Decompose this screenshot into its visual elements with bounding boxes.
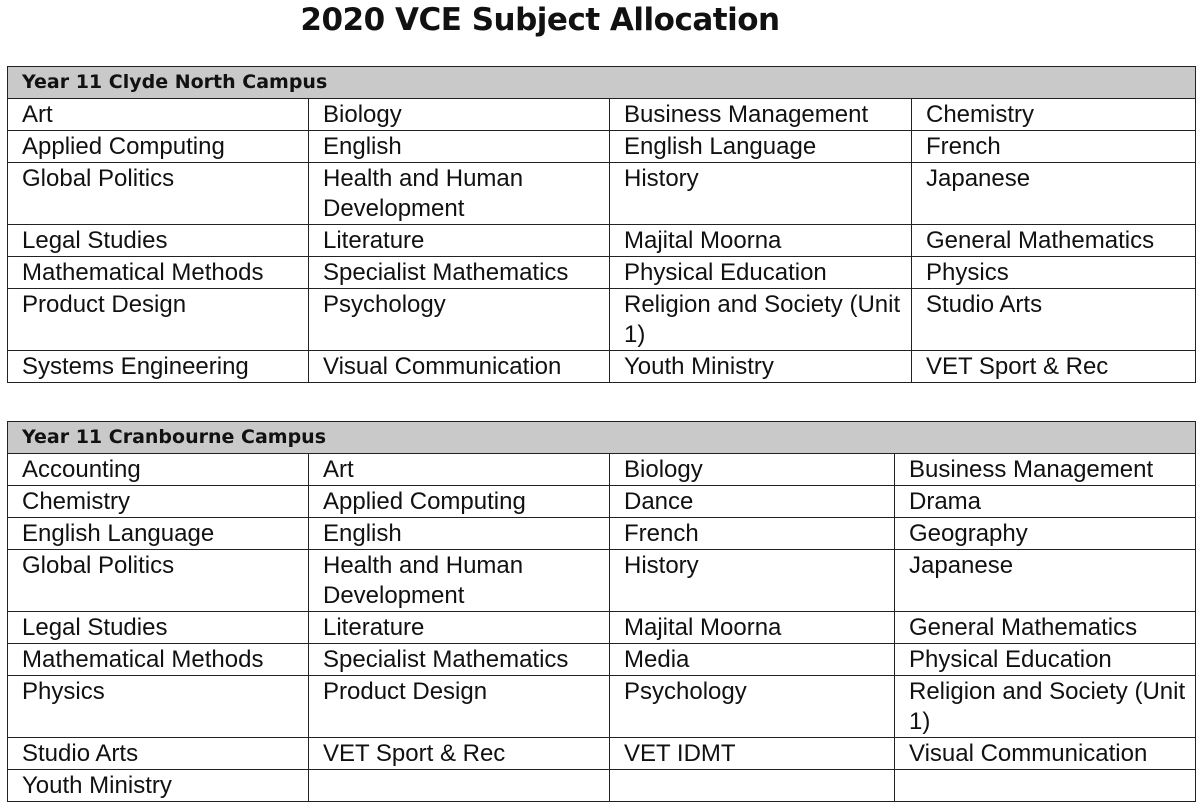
subject-cell: Mathematical Methods [8, 257, 309, 289]
subject-cell: Psychology [309, 289, 610, 351]
subject-cell: English Language [610, 131, 912, 163]
subject-cell: Business Management [895, 454, 1196, 486]
campus-heading: Year 11 Cranbourne Campus [8, 422, 1196, 454]
subject-cell: Physics [912, 257, 1196, 289]
subject-cell: Chemistry [8, 486, 309, 518]
subject-cell [610, 770, 895, 802]
subject-cell: VET IDMT [610, 738, 895, 770]
subject-cell: Physics [8, 676, 309, 738]
table-row [8, 454, 1196, 486]
table-row [8, 612, 1196, 644]
subject-cell: English [309, 131, 610, 163]
subject-cell: Systems Engineering [8, 351, 309, 383]
subject-cell: Youth Ministry [8, 770, 309, 802]
subject-cell: Health and Human Development [309, 163, 610, 225]
subject-cell: VET Sport & Rec [912, 351, 1196, 383]
table-row [8, 486, 1196, 518]
subject-cell: Visual Communication [309, 351, 610, 383]
subject-cell: Japanese [912, 163, 1196, 225]
table-row [8, 225, 1196, 257]
document-title: 2020 VCE Subject Allocation [300, 2, 780, 38]
subject-cell: Youth Ministry [610, 351, 912, 383]
table-row [8, 738, 1196, 770]
table-header-row [8, 422, 1196, 454]
subject-cell: Specialist Mathematics [309, 644, 610, 676]
subject-cell [309, 770, 610, 802]
subject-cell: Religion and Society (Unit 1) [895, 676, 1196, 738]
campus-heading: Year 11 Clyde North Campus [8, 67, 1196, 99]
subject-cell: Product Design [309, 676, 610, 738]
subject-cell: Biology [610, 454, 895, 486]
table-row [8, 163, 1196, 225]
table-row [8, 131, 1196, 163]
subject-cell: General Mathematics [912, 225, 1196, 257]
table-row [8, 257, 1196, 289]
subject-cell: English [309, 518, 610, 550]
subject-cell [895, 770, 1196, 802]
subject-cell: Business Management [610, 99, 912, 131]
table-row [8, 351, 1196, 383]
subject-cell: Health and Human Development [309, 550, 610, 612]
subject-cell: VET Sport & Rec [309, 738, 610, 770]
subject-cell: Studio Arts [8, 738, 309, 770]
table-row [8, 518, 1196, 550]
subject-cell: Visual Communication [895, 738, 1196, 770]
subject-cell: Geography [895, 518, 1196, 550]
subject-cell: Applied Computing [309, 486, 610, 518]
subject-cell: Accounting [8, 454, 309, 486]
subject-cell: Religion and Society (Unit 1) [610, 289, 912, 351]
subject-cell: Mathematical Methods [8, 644, 309, 676]
table-row [8, 550, 1196, 612]
subject-cell: Applied Computing [8, 131, 309, 163]
subject-cell: English Language [8, 518, 309, 550]
table-row [8, 99, 1196, 131]
table-row [8, 644, 1196, 676]
subject-cell: Dance [610, 486, 895, 518]
subject-cell: Literature [309, 225, 610, 257]
subject-cell: Global Politics [8, 550, 309, 612]
table-row [8, 770, 1196, 802]
table-row [8, 676, 1196, 738]
subject-cell: Physical Education [610, 257, 912, 289]
subject-cell: Art [8, 99, 309, 131]
subject-cell: Specialist Mathematics [309, 257, 610, 289]
subject-cell: French [610, 518, 895, 550]
table-row [8, 289, 1196, 351]
table-header-row [8, 67, 1196, 99]
subject-cell: History [610, 550, 895, 612]
subject-cell: Global Politics [8, 163, 309, 225]
subject-cell: Media [610, 644, 895, 676]
subject-cell: General Mathematics [895, 612, 1196, 644]
subject-cell: Majital Moorna [610, 612, 895, 644]
subject-cell: Studio Arts [912, 289, 1196, 351]
subject-cell: Psychology [610, 676, 895, 738]
subject-cell: History [610, 163, 912, 225]
subject-cell: Legal Studies [8, 612, 309, 644]
subject-cell: Japanese [895, 550, 1196, 612]
subject-cell: Literature [309, 612, 610, 644]
subject-cell: Product Design [8, 289, 309, 351]
subject-cell: Art [309, 454, 610, 486]
clyde-north-subject-table [7, 66, 1196, 383]
subject-cell: Majital Moorna [610, 225, 912, 257]
subject-cell: Physical Education [895, 644, 1196, 676]
subject-cell: Drama [895, 486, 1196, 518]
cranbourne-subject-table [7, 421, 1196, 802]
subject-cell: French [912, 131, 1196, 163]
subject-cell: Legal Studies [8, 225, 309, 257]
subject-cell: Biology [309, 99, 610, 131]
subject-cell: Chemistry [912, 99, 1196, 131]
